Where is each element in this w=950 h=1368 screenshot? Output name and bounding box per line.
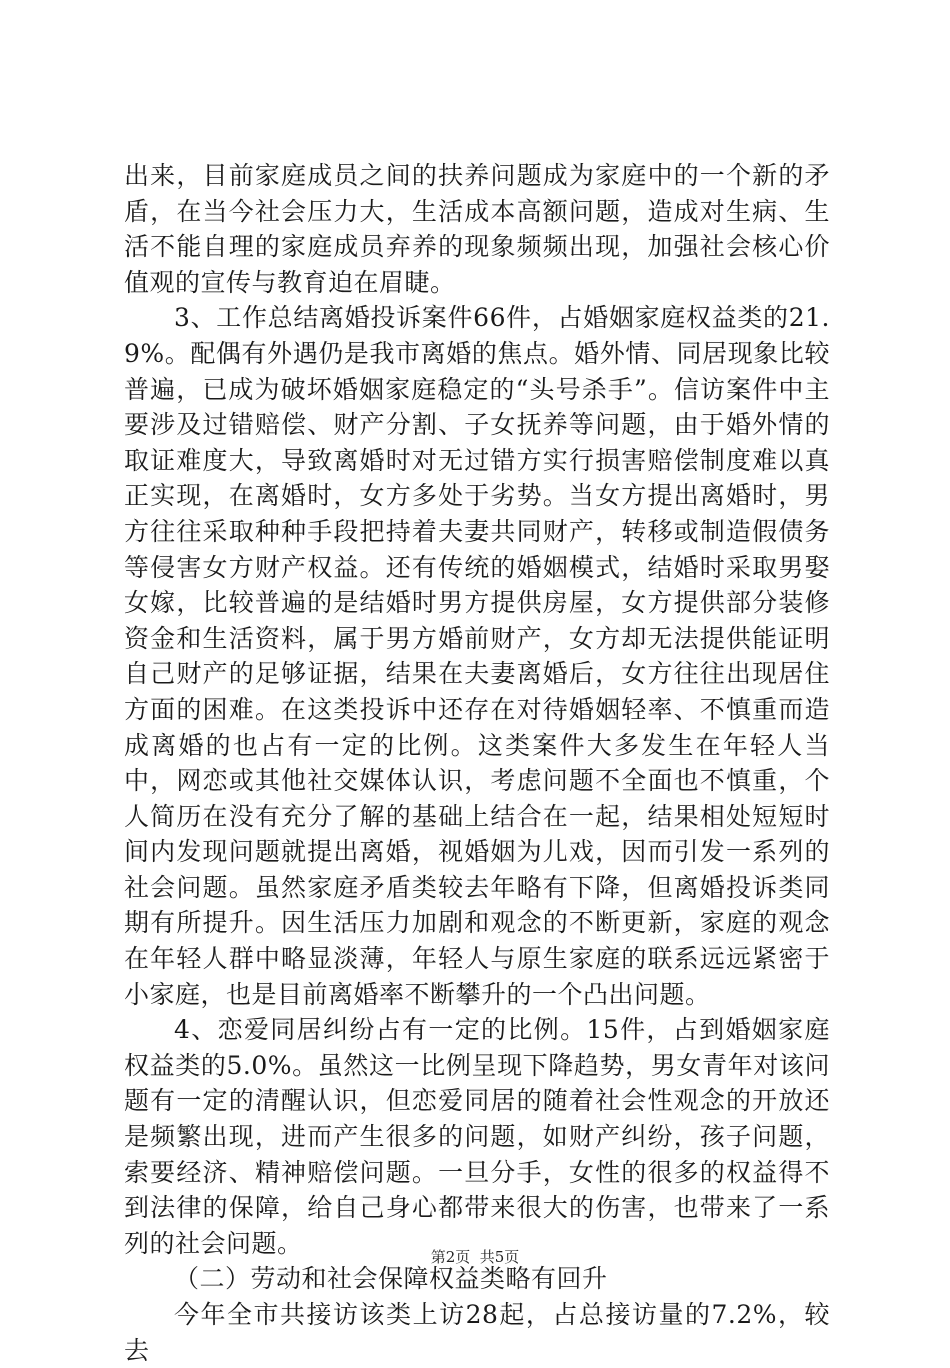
- document-body: [124, 158, 830, 1368]
- paragraph-labor-visits: 今年全市共接访该类上访28起，占总接访量的7.2%，较去: [124, 1300, 830, 1365]
- paragraph-family-support: 出来，目前家庭成员之间的扶养问题成为家庭中的一个新的矛盾，在当今社会压力大，生活成本高额问题，造成对生病、生活不能自理的家庭成员弃养的现象频频出现，加强社会核心价值观的宣传与教育迫在眉睫。: [124, 161, 830, 297]
- paragraph-cohabitation-disputes: 4、恋爱同居纠纷占有一定的比例。15件，占到婚姻家庭权益类的5.0%。虽然这一比例呈现下降趋势，男女青年对该问题有一定的清醒认识，但恋爱同居的随着社会性观念的开放还是频繁出现，进而产生很多的问题，如财产纠纷，孩子问题，索要经济、精神赔偿问题。一旦分手，女性的很多的权益得不到法律的保障，给自己身心都带来很大的伤害，也带来了一系列的社会问题。: [124, 1015, 830, 1258]
- paragraph-divorce-complaints: 3、工作总结离婚投诉案件66件，占婚姻家庭权益类的21.9%。配偶有外遇仍是我市离婚的焦点。婚外情、同居现象比较普遍，已成为破坏婚姻家庭稳定的“头号杀手”。信访案件中主要涉及过错赔偿、财产分割、子女抚养等问题，由于婚外情的取证难度大，导致离婚时对无过错方实行损害赔偿制度难以真正实现，在离婚时，女方多处于劣势。当女方提出离婚时，男方往往采取种种手段把持着夫妻共同财产，转移或制造假债务等侵害女方财产权益。还有传统的婚姻模式，结婚时采取男娶女嫁，比较普遍的是结婚时男方提供房屋，女方提供部分装修资金和生活资料，属于男方婚前财产，女方却无法提供能证明自己财产的足够证据，结果在夫妻离婚后，女方往往出现居住方面的困难。在这类投诉中还存在对待婚姻轻率、不慎重而造成离婚的也占有一定的比例。这类案件大多发生在年轻人当中，网恋或其他社交媒体认识，考虑问题不全面也不慎重，个人简历在没有充分了解的基础上结合在一起，结果相处短短时间内发现问题就提出离婚，视婚姻为儿戏，因而引发一系列的社会问题。虽然家庭矛盾类较去年略有下降，但离婚投诉类同期有所提升。因生活压力加剧和观念的不断更新，家庭的观念在年轻人群中略显淡薄，年轻人与原生家庭的联系远远紧密于小家庭，也是目前离婚率不断攀升的一个凸出问题。: [124, 303, 830, 1009]
- page-number-footer: 第2页 共5页: [430, 1248, 520, 1266]
- section-heading-labor-social-security: （二）劳动和社会保障权益类略有回升: [174, 1264, 608, 1294]
